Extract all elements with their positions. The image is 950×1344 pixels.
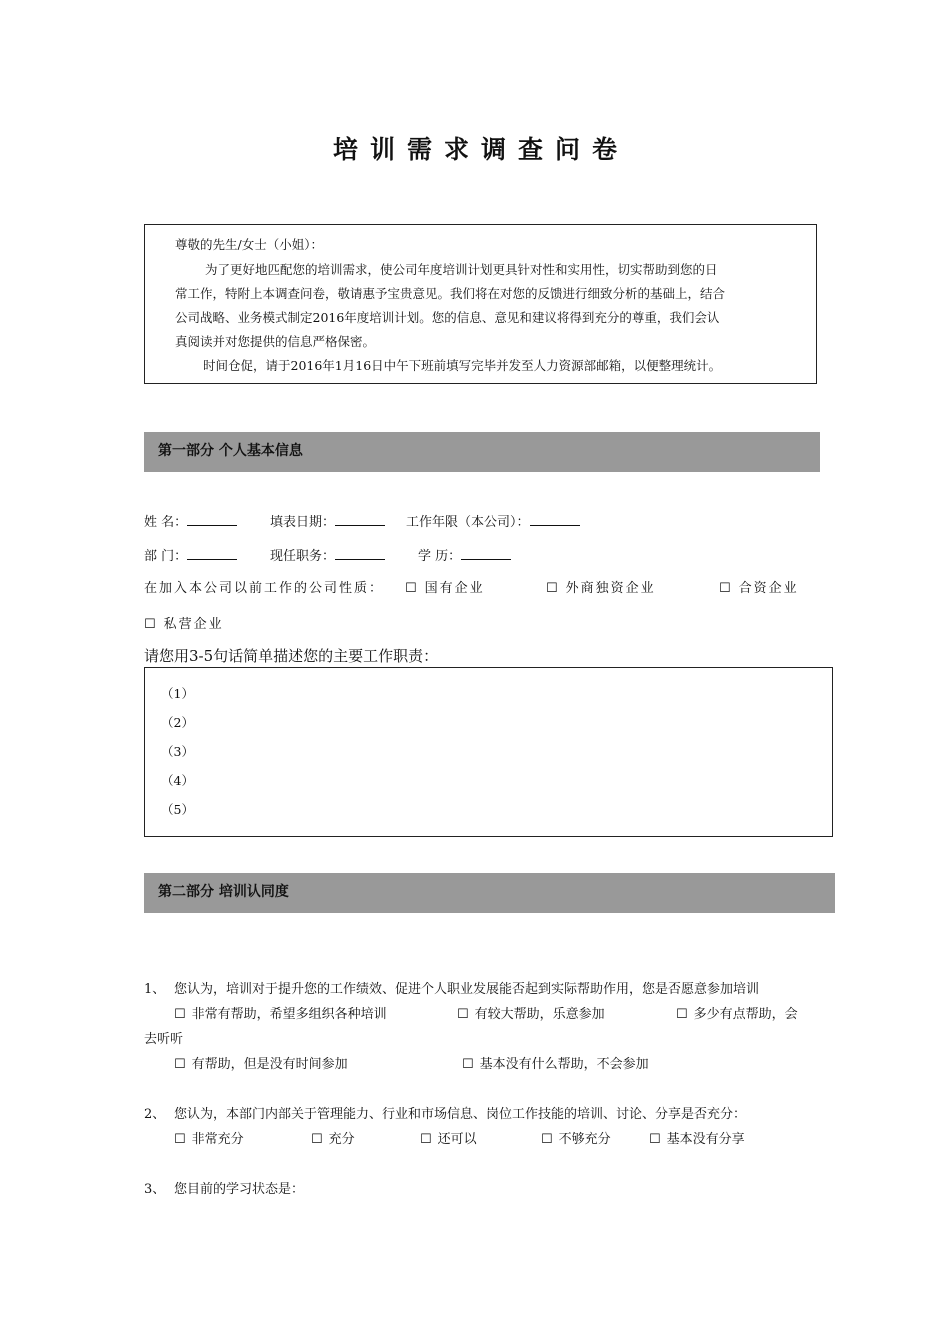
- checkbox-icon[interactable]: ☐: [174, 1057, 186, 1072]
- q2-option[interactable]: ☐ 不够充分: [541, 1132, 611, 1147]
- checkbox-icon[interactable]: ☐: [420, 1132, 432, 1147]
- intro-line: 为了更好地匹配您的培训需求，使公司年度培训计划更具针对性和实用性，切实帮助到您的日: [205, 262, 718, 277]
- question-number: 2、: [144, 1107, 166, 1122]
- edu-input[interactable]: [461, 547, 511, 560]
- years-label: 工作年限（本公司）：: [406, 515, 530, 530]
- name-field: [144, 511, 237, 530]
- duty-prompt: 请您用3-5句话简单描述您的主要工作职责：: [144, 647, 439, 665]
- checkbox-icon[interactable]: ☐: [676, 1007, 688, 1022]
- question-text: 您认为，本部门内部关于管理能力、行业和市场信息、岗位工作技能的培训、讨论、分享是否充分：: [174, 1107, 747, 1122]
- intro-greeting: 尊敬的先生/女士（小姐）：: [175, 237, 323, 252]
- company-type-option[interactable]: ☐ 外商独资企业: [546, 581, 656, 596]
- checkbox-icon[interactable]: ☐: [174, 1007, 186, 1022]
- checkbox-icon[interactable]: ☐: [719, 581, 733, 596]
- duty-item: （4）: [161, 773, 194, 788]
- intro-line: 真阅读并对您提供的信息严格保密。: [175, 334, 376, 349]
- position-input[interactable]: [335, 547, 385, 560]
- checkbox-icon[interactable]: ☐: [144, 617, 158, 632]
- q2-option[interactable]: ☐ 充分: [311, 1132, 355, 1147]
- question-number: 3、: [144, 1182, 166, 1197]
- dept-input[interactable]: [187, 547, 237, 560]
- company-type-option[interactable]: ☐ 国有企业: [405, 581, 485, 596]
- intro-line: 公司战略、业务模式制定2016年度培训计划。您的信息、意见和建议将得到充分的尊重，我们会认: [175, 310, 720, 325]
- checkbox-icon[interactable]: ☐: [649, 1132, 661, 1147]
- checkbox-icon[interactable]: ☐: [462, 1057, 474, 1072]
- duty-textarea[interactable]: [144, 667, 833, 837]
- section-title: 第一部分 个人基本信息: [158, 443, 303, 459]
- duty-item: （3）: [161, 744, 194, 759]
- dept-field: [144, 545, 237, 564]
- duty-item: （5）: [161, 802, 194, 817]
- checkbox-icon[interactable]: ☐: [457, 1007, 469, 1022]
- edu-label: 学 历：: [418, 549, 462, 564]
- years-input[interactable]: [530, 513, 580, 526]
- company-type-option[interactable]: ☐ 私营企业: [144, 617, 224, 632]
- q1-option[interactable]: ☐ 多少有点帮助，会: [676, 1007, 798, 1022]
- date-field: [270, 511, 385, 530]
- intro-box: [144, 224, 817, 384]
- date-input[interactable]: [335, 513, 385, 526]
- years-field: [406, 511, 580, 530]
- q1-option[interactable]: ☐ 基本没有什么帮助，不会参加: [462, 1057, 649, 1072]
- duty-item: （1）: [161, 686, 194, 701]
- question-number: 1、: [144, 982, 166, 997]
- q2-option[interactable]: ☐ 基本没有分享: [649, 1132, 745, 1147]
- name-label: 姓 名：: [144, 515, 188, 530]
- q2-option[interactable]: ☐ 非常充分: [174, 1132, 244, 1147]
- q1-option-continued: 去听听: [144, 1032, 184, 1047]
- position-field: [270, 545, 385, 564]
- checkbox-icon[interactable]: ☐: [174, 1132, 186, 1147]
- checkbox-icon[interactable]: ☐: [405, 581, 419, 596]
- dept-label: 部 门：: [144, 549, 188, 564]
- q1-option[interactable]: ☐ 有较大帮助，乐意参加: [457, 1007, 605, 1022]
- date-label: 填表日期：: [270, 515, 336, 530]
- intro-line: 时间仓促，请于2016年1月16日中午下班前填写完毕并发至人力资源部邮箱，以便整理统计。: [203, 358, 722, 373]
- q1-option[interactable]: ☐ 有帮助，但是没有时间参加: [174, 1057, 348, 1072]
- question-text: 您认为，培训对于提升您的工作绩效、促进个人职业发展能否起到实际帮助作用，您是否愿意参加培训: [174, 982, 760, 997]
- checkbox-icon[interactable]: ☐: [546, 581, 560, 596]
- question-text: 您目前的学习状态是：: [174, 1182, 305, 1197]
- name-input[interactable]: [187, 513, 237, 526]
- intro-line: 常工作，特附上本调查问卷，敬请惠予宝贵意见。我们将在对您的反馈进行细致分析的基础上，结合: [175, 286, 726, 301]
- company-type-label: 在加入本公司以前工作的公司性质：: [144, 581, 385, 596]
- checkbox-icon[interactable]: ☐: [311, 1132, 323, 1147]
- page-title: 培训需求调查问卷: [332, 135, 629, 164]
- duty-item: （2）: [161, 715, 194, 730]
- checkbox-icon[interactable]: ☐: [541, 1132, 553, 1147]
- company-type-option[interactable]: ☐ 合资企业: [719, 581, 799, 596]
- section-title: 第二部分 培训认同度: [158, 884, 289, 900]
- section-header-part2: [144, 873, 835, 913]
- q1-option[interactable]: ☐ 非常有帮助，希望多组织各种培训: [174, 1007, 387, 1022]
- section-header-part1: [144, 432, 820, 472]
- edu-field: [418, 545, 511, 564]
- position-label: 现任职务：: [270, 549, 336, 564]
- q2-option[interactable]: ☐ 还可以: [420, 1132, 477, 1147]
